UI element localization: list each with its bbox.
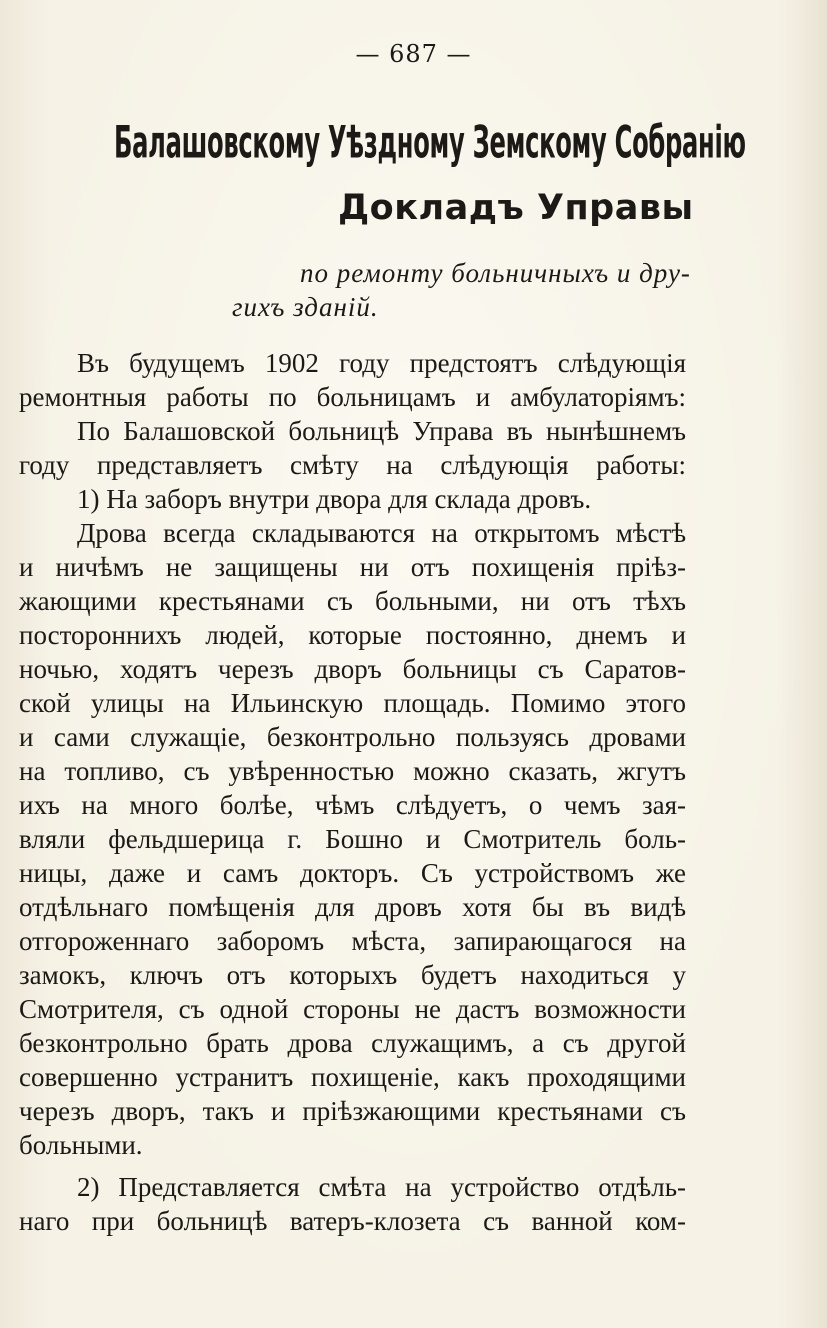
- text-line: Смотрителя, съ одной стороны не дастъ возможности: [19, 994, 686, 1024]
- report-subtitle: [232, 256, 702, 324]
- text-line: Дрова всегда складываются на открытомъ мѣстѣ: [77, 518, 686, 548]
- assembly-heading-block: [114, 116, 746, 172]
- text-line: на топливо, съ увѣренностью можно сказать, жгутъ: [19, 756, 686, 786]
- text-line: жающими крестьянами съ больными, ни отъ тѣхъ: [19, 586, 686, 616]
- text-line: ницы, даже и самъ докторъ. Съ устройствомъ же: [19, 858, 686, 888]
- text-line: ской улицы на Ильинскую площадь. Помимо этого: [19, 688, 686, 718]
- report-title: Докладъ Управы: [338, 188, 694, 228]
- text-line: безконтрольно брать дрова служащимъ, а съ другой: [19, 1028, 686, 1058]
- text-line: черезъ дворъ, такъ и пріѣзжающими крестьянами съ: [19, 1096, 686, 1126]
- assembly-heading: Балашовскому Уѣздному Земскому Собранію: [114, 117, 746, 169]
- page-number: — 687 —: [355, 40, 472, 68]
- text-line: и ничѣмъ не защищены ни отъ похищенія пріѣз-: [19, 552, 686, 582]
- text-line: постороннихъ людей, которые постоянно, днемъ и: [19, 620, 686, 650]
- text-line: замокъ, ключъ отъ которыхъ будетъ находиться у: [19, 960, 686, 990]
- text-line: 1) На заборъ внутри двора для склада дровъ.: [77, 484, 592, 514]
- body-text: [19, 346, 686, 1238]
- text-line: вляли фельдшерица г. Бошно и Смотритель боль-: [19, 824, 686, 854]
- paragraph-gap: [19, 1162, 686, 1170]
- text-line: отгороженнаго заборомъ мѣста, запирающагося на: [19, 926, 686, 956]
- text-line: Въ будущемъ 1902 году предстоятъ слѣдующія: [77, 348, 686, 378]
- text-line: По Балашовской больницѣ Управа въ нынѣшнемъ: [77, 416, 686, 446]
- text-line: совершенно устранитъ похищеніе, какъ проходящими: [19, 1062, 686, 1092]
- subtitle-line-2: гихъ зданій.: [232, 292, 379, 322]
- text-line: ночью, ходятъ черезъ дворъ больницы съ Саратов-: [19, 654, 686, 684]
- text-line: отдѣльнаго помѣщенія для дровъ хотя бы въ видѣ: [19, 892, 686, 922]
- text-line: и сами служащіе, безконтрольно пользуясь дровами: [19, 722, 686, 752]
- text-line: году представляетъ смѣту на слѣдующія работы:: [19, 450, 686, 480]
- subtitle-line-1: по ремонту больничныхъ и дру-: [300, 258, 691, 288]
- text-line: ремонтныя работы по больницамъ и амбулаторіямъ:: [19, 382, 686, 412]
- text-line: больными.: [19, 1130, 143, 1160]
- text-line: 2) Представляется смѣта на устройство отдѣль-: [77, 1172, 686, 1202]
- text-line: наго при больницѣ ватеръ-клозета съ ванной ком-: [19, 1206, 686, 1236]
- text-line: ихъ на много болѣе, чѣмъ слѣдуетъ, о чемъ зая-: [19, 790, 686, 820]
